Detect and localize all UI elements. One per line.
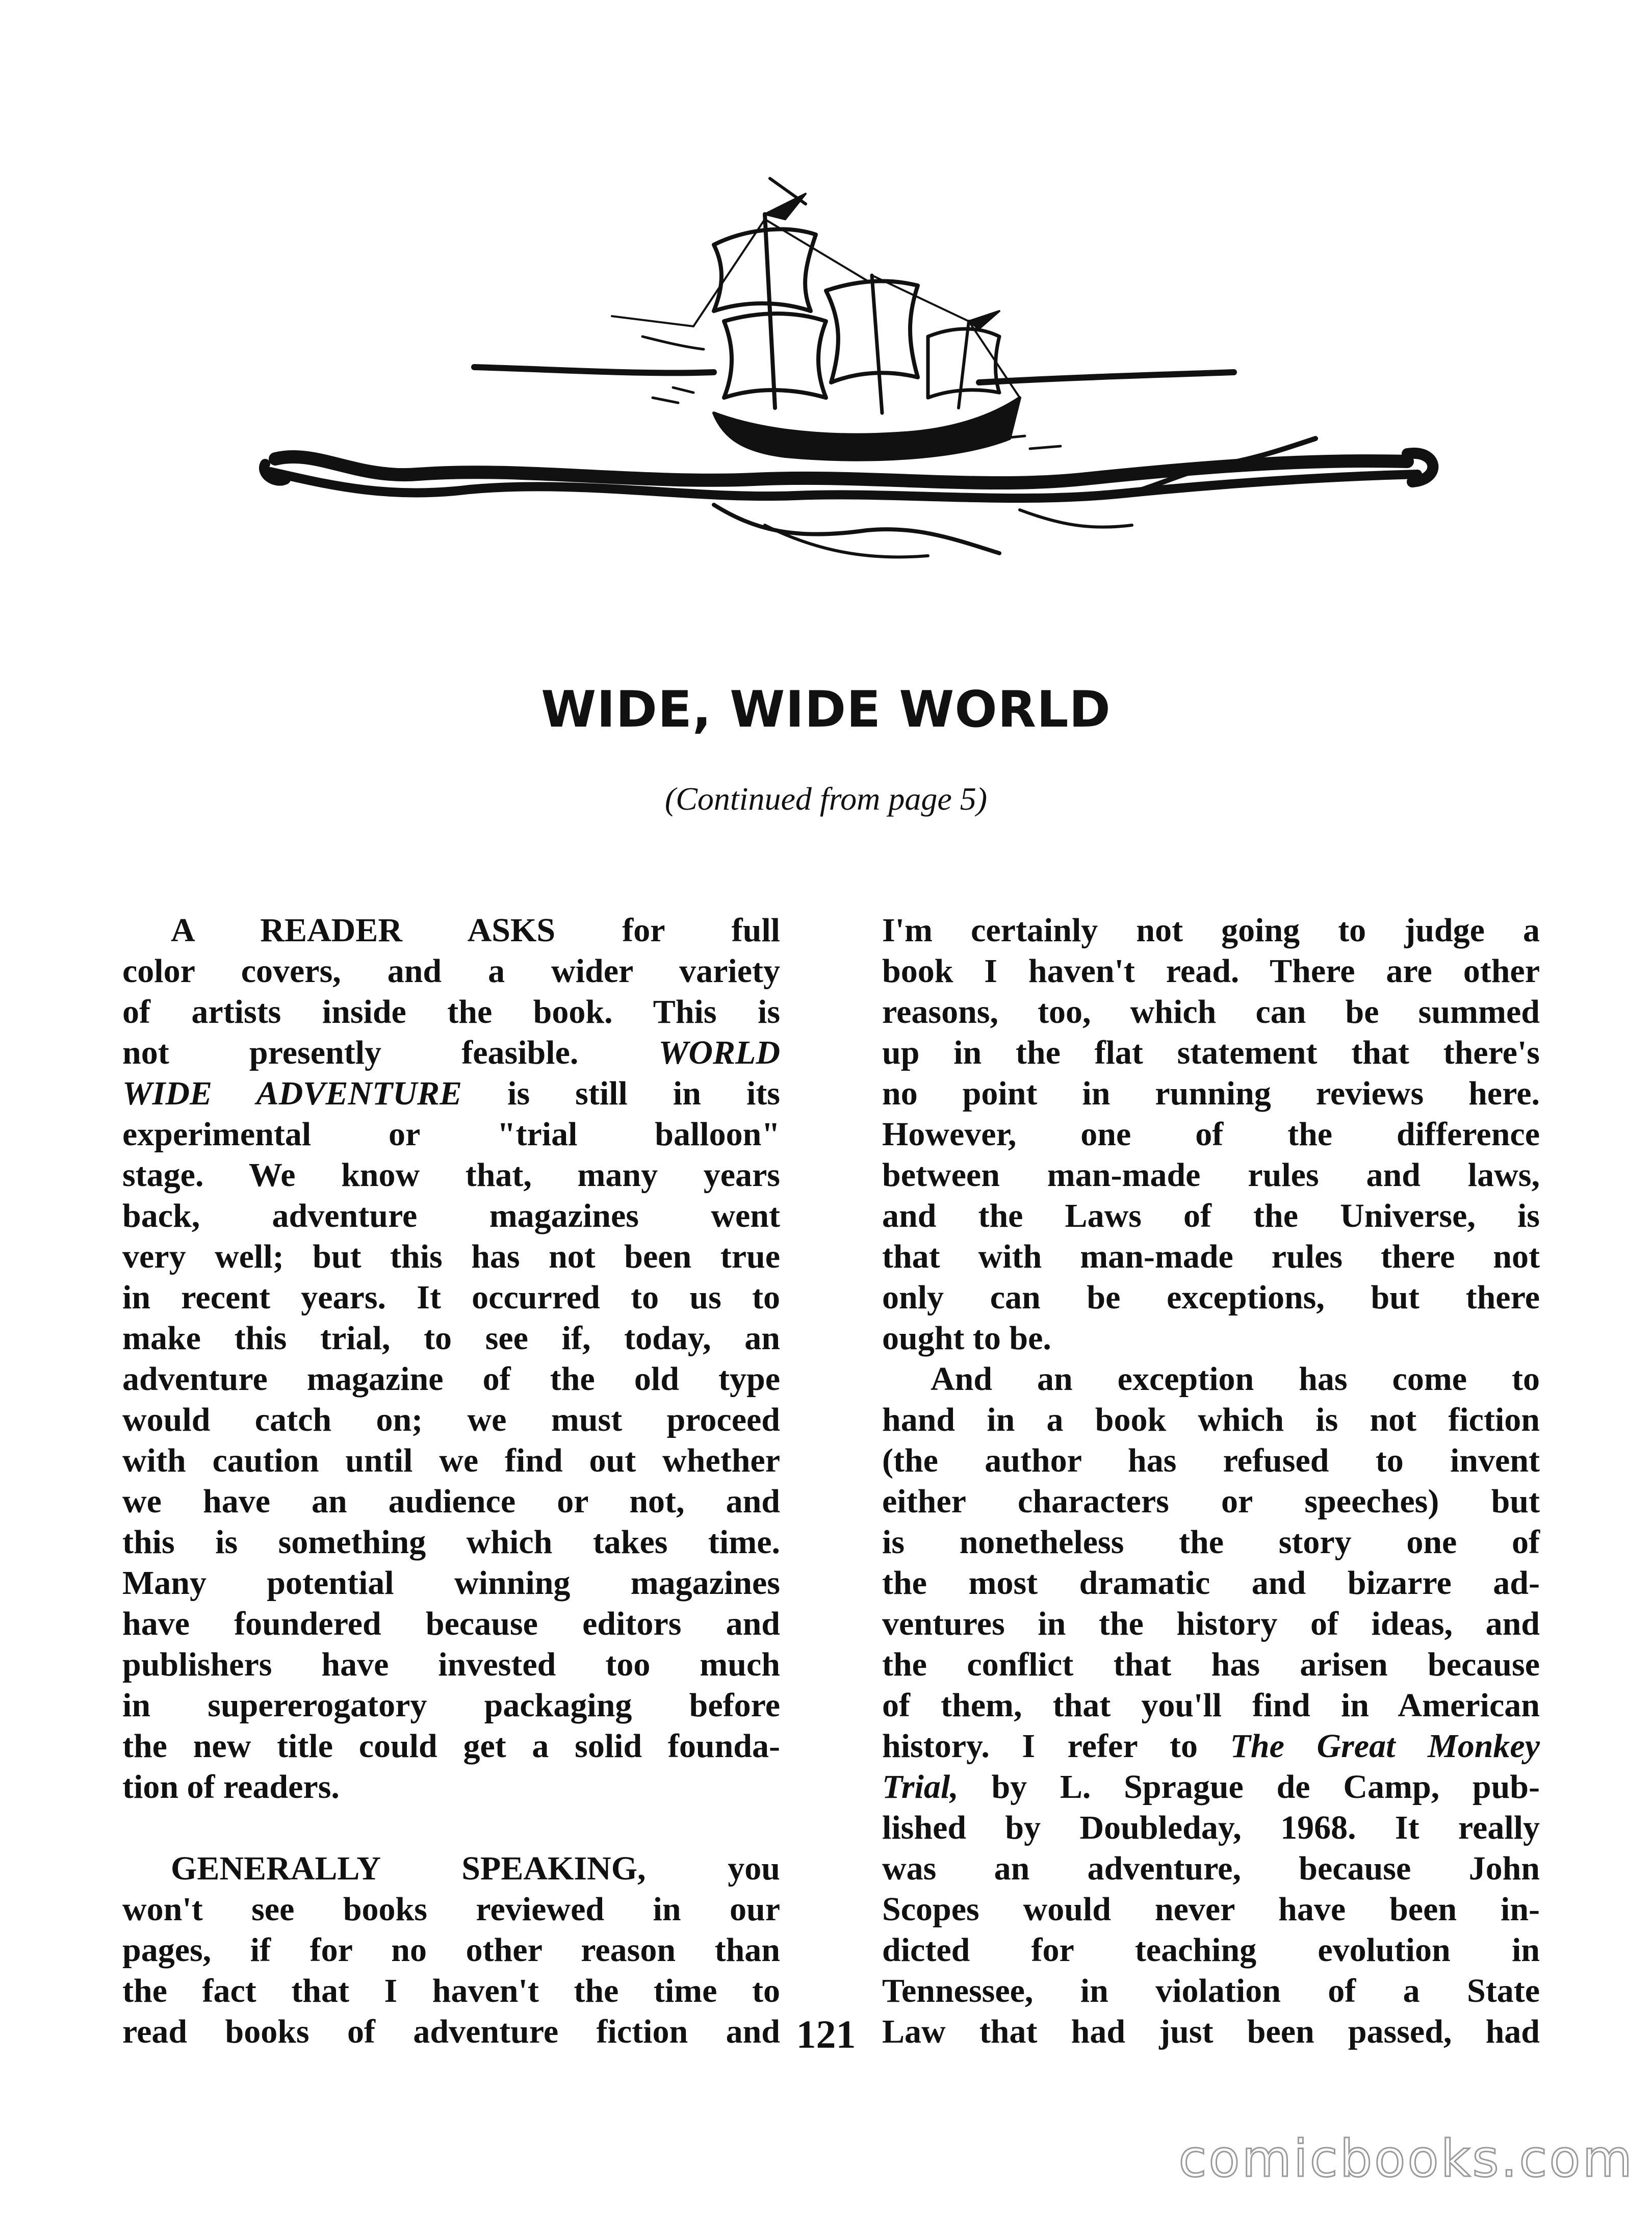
- text-line: hand in a book which is not fiction: [882, 1401, 1540, 1438]
- text-line: pages, if for no other reason than: [122, 1931, 780, 1969]
- text-line: is nonetheless the story one of: [882, 1524, 1540, 1561]
- text-line: very well; but this has not been true: [122, 1238, 780, 1275]
- text-line: of artists inside the book. This is: [122, 993, 780, 1030]
- text-line: And an exception has come to: [931, 1360, 1540, 1398]
- text-line: of them, that you'll find in American: [882, 1687, 1540, 1724]
- text-line: Many potential winning magazines: [122, 1564, 780, 1602]
- text-line: and the Laws of the Universe, is: [882, 1197, 1540, 1234]
- text-line: [122, 1033, 780, 1073]
- text-line: Law that had just been passed, had: [882, 2013, 1540, 2050]
- text-line: read books of adventure fiction and: [122, 2013, 780, 2050]
- text-line: experimental or "trial balloon": [122, 1116, 780, 1153]
- book-title-part: The Great Monkey: [1230, 1727, 1540, 1765]
- text-fragment: history. I refer to: [882, 1727, 1230, 1765]
- text-line: stage. We know that, many years: [122, 1156, 780, 1194]
- text-line: adventure magazine of the old type: [122, 1360, 780, 1398]
- magazine-title-part: WORLD: [658, 1034, 781, 1071]
- text-line: in recent years. It occurred to us to: [122, 1279, 780, 1316]
- text-line: only can be exceptions, but there: [882, 1279, 1540, 1316]
- text-line: either characters or speeches) but: [882, 1483, 1540, 1520]
- text-line: Tennessee, in violation of a State: [882, 1972, 1540, 2009]
- text-line: [882, 1767, 1540, 1808]
- text-line: I'm certainly not going to judge a: [882, 912, 1540, 949]
- text-fragment: not presently feasible.: [122, 1034, 579, 1071]
- text-line: reasons, too, which can be summed: [882, 993, 1540, 1030]
- text-line: However, one of the difference: [882, 1116, 1540, 1153]
- text-line: book I haven't read. There are other: [882, 952, 1540, 990]
- text-line: ought to be.: [882, 1320, 1051, 1357]
- text-line: the fact that I haven't the time to: [122, 1972, 780, 2009]
- book-title-part: Trial,: [882, 1768, 959, 1806]
- text-fragment: by L. Sprague de Camp, pub-: [958, 1768, 1540, 1806]
- text-line: ventures in the history of ideas, and: [882, 1605, 1540, 1642]
- text-line: have foundered because editors and: [122, 1605, 780, 1642]
- text-line: this is something which takes time.: [122, 1524, 780, 1561]
- text-line: (the author has refused to invent: [882, 1442, 1540, 1479]
- text-line: make this trial, to see if, today, an: [122, 1320, 780, 1357]
- watermark: comicbooks.com: [1178, 2129, 1634, 2188]
- text-line: A READER ASKS for full: [171, 912, 780, 949]
- text-line: [882, 1726, 1540, 1767]
- text-line: won't see books reviewed in our: [122, 1891, 780, 1928]
- text-line: the most dramatic and bizarre ad-: [882, 1564, 1540, 1602]
- text-line: with caution until we find out whether: [122, 1442, 780, 1479]
- text-line: in supererogatory packaging before: [122, 1687, 780, 1724]
- text-line: GENERALLY SPEAKING, you: [171, 1850, 780, 1887]
- sailing-ship-icon: [255, 173, 1448, 571]
- left-column: [122, 910, 780, 2052]
- text-line: tion of readers.: [122, 1768, 340, 1806]
- continued-note: (Continued from page 5): [664, 781, 988, 817]
- text-line: the conflict that has arisen because: [882, 1646, 1540, 1683]
- text-line: we have an audience or not, and: [122, 1483, 780, 1520]
- text-line: the new title could get a solid founda-: [122, 1727, 780, 1765]
- text-line: back, adventure magazines went: [122, 1197, 780, 1234]
- text-line: color covers, and a wider variety: [122, 952, 780, 990]
- text-line: up in the flat statement that there's: [882, 1034, 1540, 1071]
- paragraph-gap: [122, 1808, 780, 1848]
- text-line: lished by Doubleday, 1968. It really: [882, 1809, 1540, 1846]
- page-title: WIDE, WIDE WORLD: [541, 681, 1111, 739]
- text-line: that with man-made rules there not: [882, 1238, 1540, 1275]
- text-line: publishers have invested too much: [122, 1646, 780, 1683]
- text-line: Scopes would never have been in-: [882, 1891, 1540, 1928]
- text-fragment: is still in its: [462, 1075, 780, 1112]
- text-line: was an adventure, because John: [882, 1850, 1540, 1887]
- text-line: would catch on; we must proceed: [122, 1401, 780, 1438]
- magazine-title-part: WIDE ADVENTURE: [122, 1075, 462, 1112]
- text-line: no point in running reviews here.: [882, 1075, 1540, 1112]
- text-line: dicted for teaching evolution in: [882, 1931, 1540, 1969]
- text-line: [122, 1073, 780, 1114]
- text-line: between man-made rules and laws,: [882, 1156, 1540, 1194]
- right-column: [882, 910, 1540, 2052]
- page-number: 121: [796, 2012, 856, 2056]
